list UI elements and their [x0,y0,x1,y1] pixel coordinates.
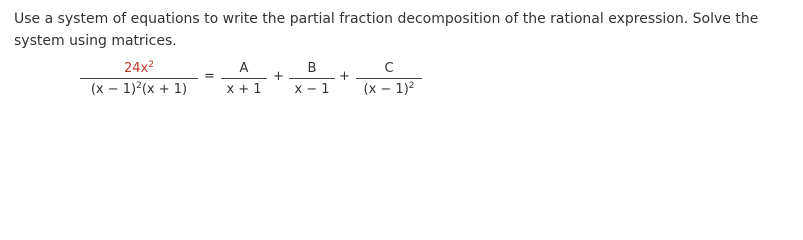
lhs-numerator-exponent: 2 [148,60,154,70]
partial-fraction-equation [80,60,440,104]
term-a-fraction-bar [221,78,267,79]
lhs-numerator-base: 24x [124,61,149,76]
equals-sign: = [204,69,215,84]
plus-sign-1: + [273,69,284,84]
term-c-fraction [356,60,422,100]
term-a-fraction [221,60,267,100]
lhs-denominator-factor-2: (x + 1) [141,82,188,97]
term-b-fraction-bar [289,78,335,79]
term-b-denominator: x − 1 [294,82,330,97]
lhs-denominator [80,80,198,100]
term-c-denominator-exponent: 2 [408,81,415,91]
term-b-numerator: B [307,61,317,76]
lhs-denominator-factor-1: (x − 1) [90,82,137,97]
term-c-numerator: C [384,61,394,76]
term-b-fraction [289,60,335,100]
term-c-fraction-bar [356,78,422,79]
lhs-numerator [80,60,198,77]
question-prompt: Use a system of equations to write the partial fraction decomposition of the rational expression. Solve the system using matrices. [14,11,759,49]
lhs-fraction [80,60,198,100]
term-c-denominator-base: (x − 1) [363,82,409,97]
lhs-denominator-exponent: 2 [136,81,142,91]
term-a-numerator: A [239,61,249,76]
term-c-denominator [356,80,422,100]
term-a-denominator: x + 1 [226,82,262,97]
plus-sign-2: + [339,69,350,84]
lhs-fraction-bar [80,78,198,79]
